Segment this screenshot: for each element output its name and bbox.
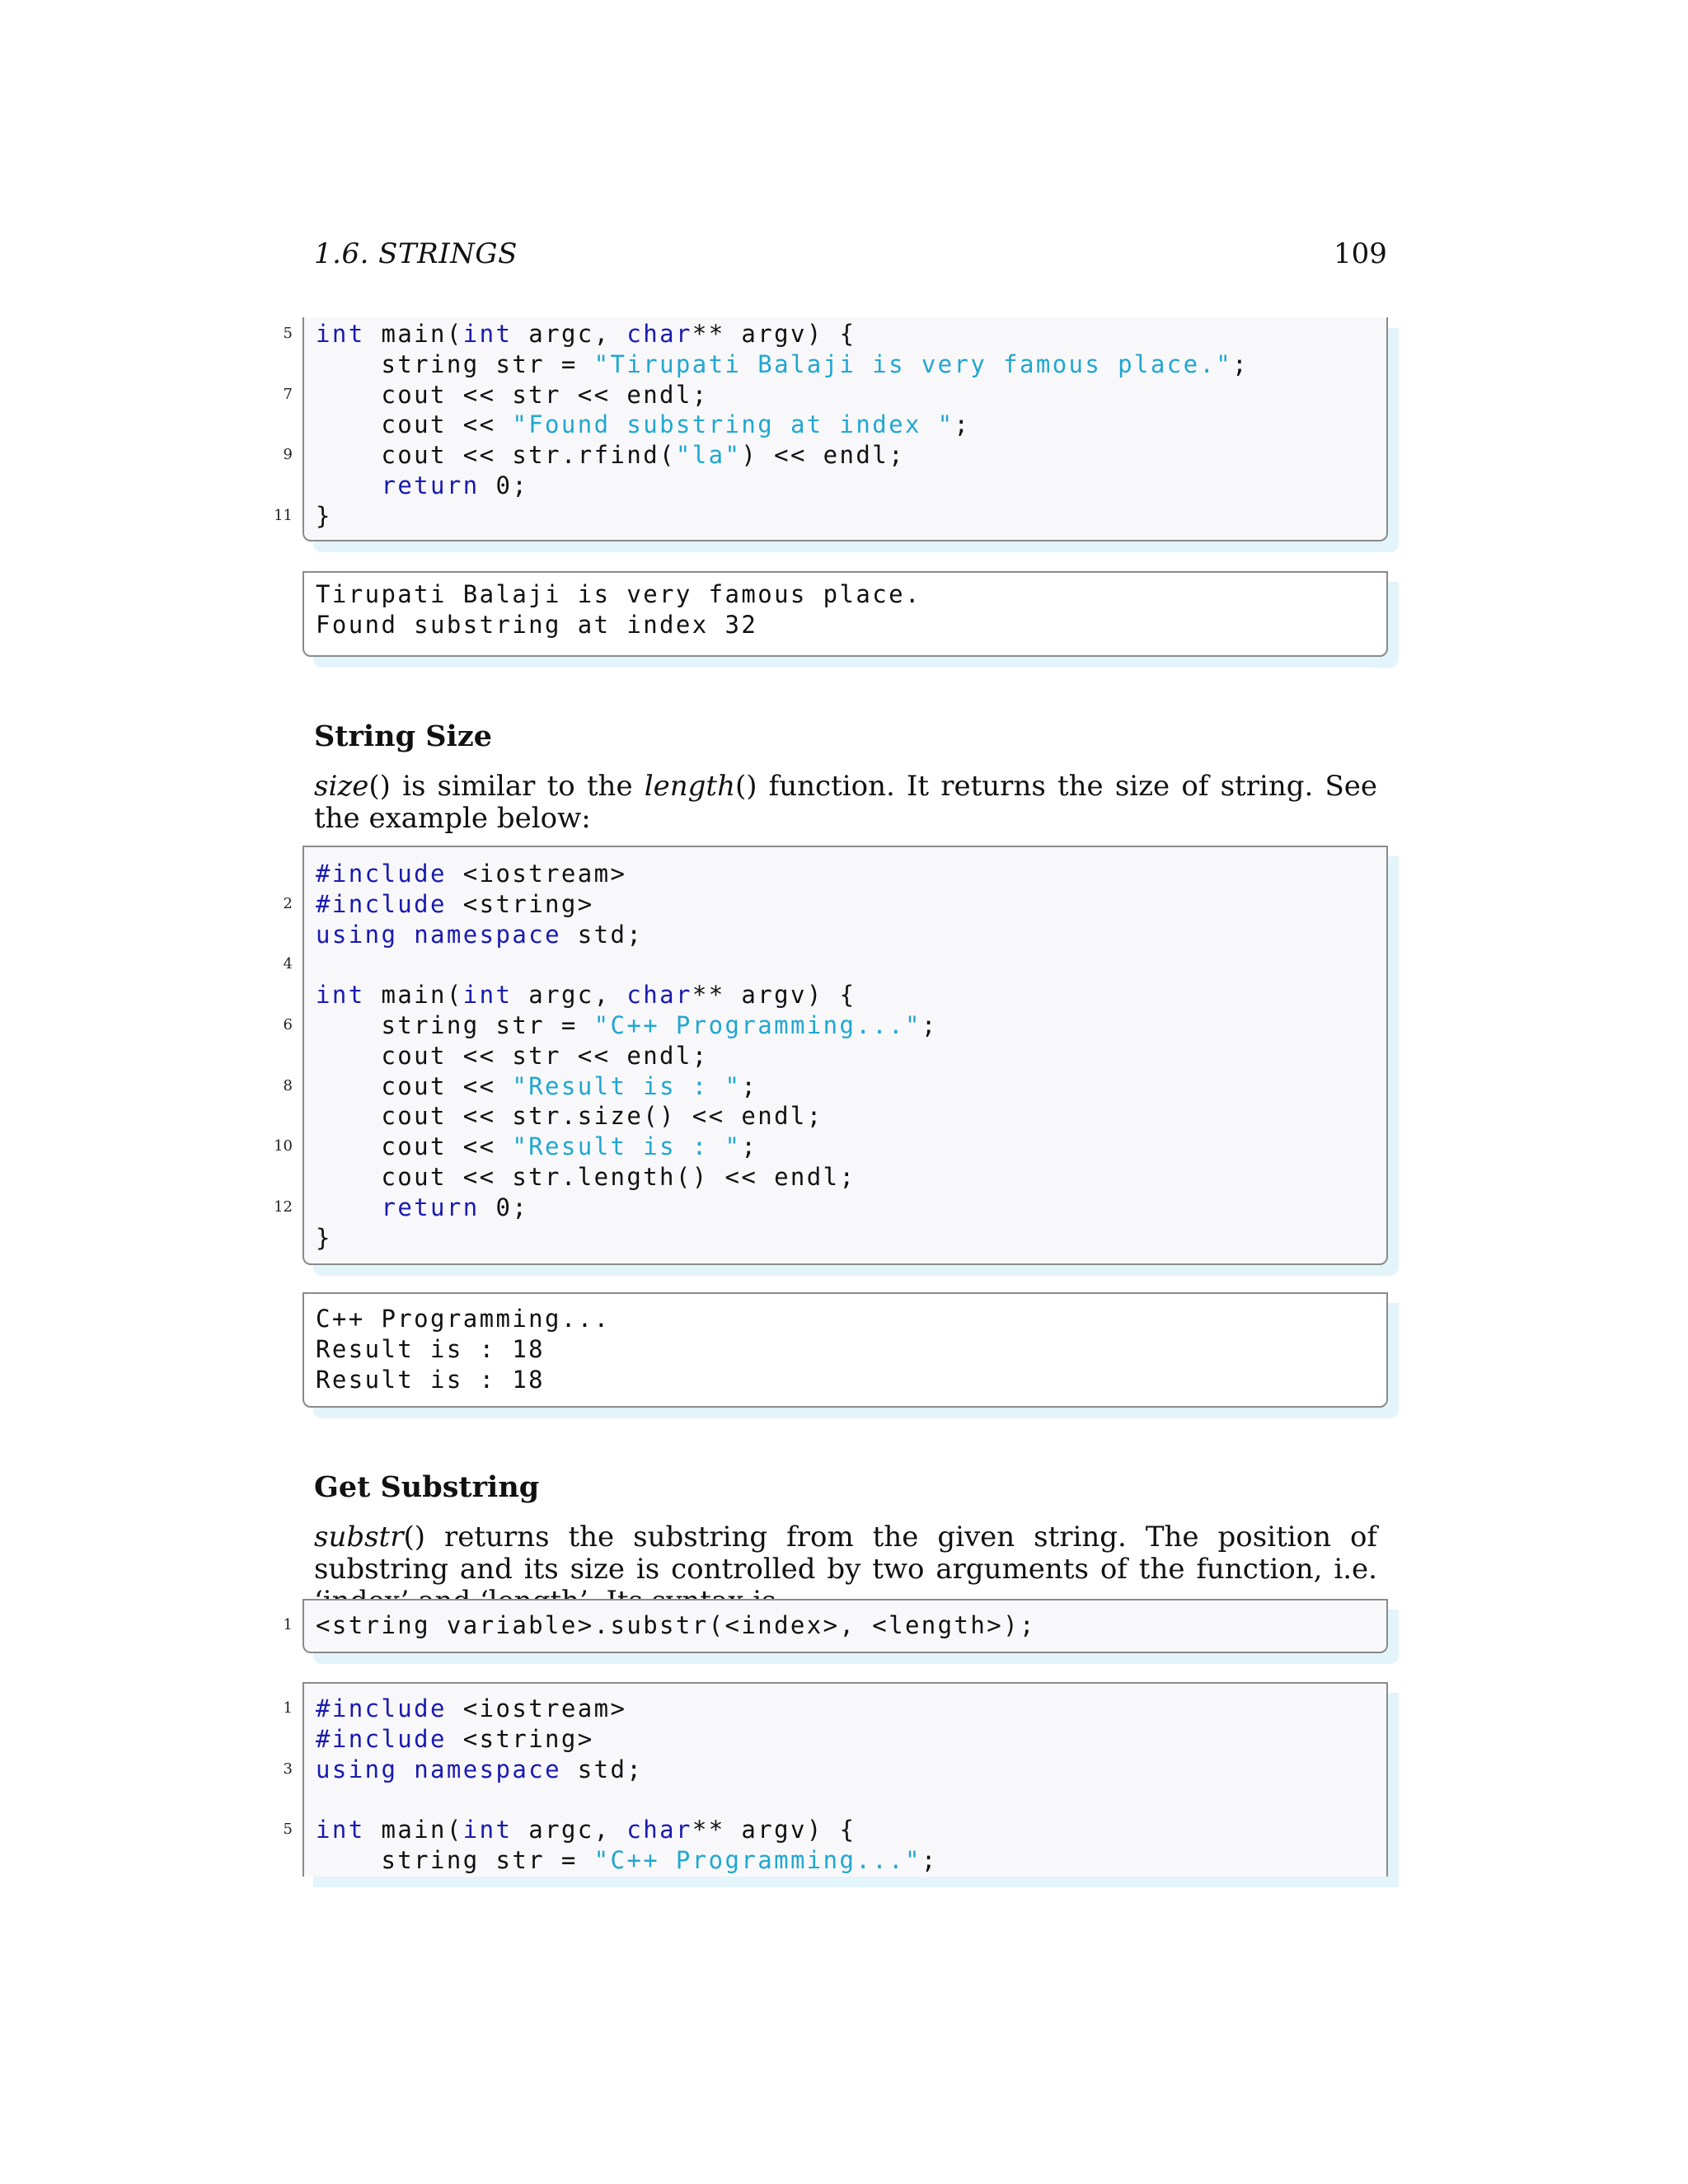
code-line [304, 920, 1386, 950]
line-number: 4 [283, 955, 293, 973]
code-line [304, 1724, 1386, 1755]
code-text [316, 471, 381, 499]
paragraph-string-size [314, 771, 1377, 835]
code-text: ** argv) { [692, 981, 856, 1010]
code-text: main( [364, 981, 463, 1010]
code-text: argc, [512, 981, 627, 1010]
function-name: substr [314, 1521, 404, 1554]
code-lines [274, 847, 1386, 1253]
running-header-section: 1.6. STRINGS [314, 237, 518, 270]
line-number: 9 [283, 446, 293, 464]
line-number: 6 [283, 1015, 293, 1033]
output-block-rfind [302, 571, 1388, 657]
code-string: "C++ Programming..." [593, 1010, 921, 1039]
paragraph-text: () function. It returns the size of string. See the example below: [314, 770, 1377, 835]
code-line [304, 980, 1386, 1010]
code-text: 0; [479, 1193, 529, 1221]
code-text: <iostream> [446, 1694, 627, 1722]
code-text: } [316, 501, 332, 530]
code-keyword: char [626, 320, 692, 348]
code-line [274, 1193, 1386, 1223]
line-number: 10 [274, 1137, 293, 1155]
heading-string-size: String Size [314, 719, 492, 753]
code-keyword: #include [316, 1694, 447, 1722]
code-line [283, 1694, 1386, 1724]
code-text: ; [954, 410, 971, 439]
output-line: Tirupati Balaji is very famous place. [316, 580, 921, 608]
code-string: "Result is : " [512, 1132, 742, 1161]
code-text: cout << [316, 1132, 513, 1161]
function-name: size [314, 770, 369, 803]
code-text: cout << str.size() << endl; [316, 1102, 823, 1131]
code-text: cout << [316, 410, 513, 439]
code-line [304, 1223, 1386, 1254]
code-line [283, 1755, 1386, 1785]
output-lines [304, 1294, 1386, 1394]
output-line: C++ Programming... [316, 1305, 611, 1333]
code-keyword: #include [316, 889, 447, 918]
code-line [304, 1101, 1386, 1132]
code-text: ; [921, 1845, 938, 1874]
line-number: 1 [283, 1616, 293, 1633]
code-text [397, 1755, 414, 1783]
line-number: 8 [283, 1076, 293, 1094]
code-keyword: int [316, 981, 365, 1010]
code-line [283, 319, 1386, 349]
code-text: std; [560, 920, 644, 949]
code-text: ** argv) { [692, 320, 856, 348]
code-text: ; [921, 1010, 938, 1039]
code-text: ) << endl; [741, 441, 905, 470]
paragraph-text: () is similar to the [368, 770, 645, 803]
code-text: cout << str.length() << endl; [316, 1162, 856, 1191]
code-text: <iostream> [446, 860, 627, 888]
code-string: "la" [675, 441, 742, 470]
code-block-substr-example [283, 1682, 1388, 1877]
code-keyword: int [316, 1816, 365, 1844]
output-block-size [302, 1292, 1388, 1408]
line-number: 5 [283, 325, 293, 342]
output-line: Result is : 18 [316, 1365, 546, 1394]
code-text: ; [1232, 349, 1250, 378]
code-line [304, 1784, 1386, 1815]
code-line [283, 949, 1386, 980]
code-line [304, 859, 1386, 889]
code-text: argc, [512, 1816, 627, 1844]
code-line [304, 1845, 1386, 1876]
code-keyword: char [626, 981, 692, 1010]
code-keyword: return [381, 1193, 480, 1221]
line-number: 5 [283, 1821, 293, 1839]
code-lines [274, 317, 1386, 532]
code-line [304, 471, 1386, 501]
code-line [283, 889, 1386, 920]
code-keyword: int [462, 981, 513, 1010]
code-text: cout << str << endl; [316, 1041, 709, 1070]
code-text: } [316, 1223, 332, 1252]
code-text [397, 921, 414, 949]
code-block-size [274, 846, 1388, 1265]
code-line [283, 1010, 1386, 1041]
code-lines [283, 1601, 1386, 1641]
line-number: 2 [283, 894, 293, 912]
code-text: cout << [316, 1071, 513, 1100]
code-keyword: int [462, 320, 513, 348]
code-text: <string> [446, 889, 594, 918]
code-keyword: namespace [414, 1755, 561, 1783]
code-string: "Result is : " [512, 1071, 742, 1100]
output-line: Found substring at index 32 [316, 610, 758, 639]
code-text: std; [560, 1755, 644, 1783]
code-text: string str = [316, 1845, 594, 1874]
heading-get-substring: Get Substring [314, 1470, 540, 1504]
code-keyword: int [462, 1816, 513, 1844]
code-lines [283, 1684, 1386, 1876]
code-line [283, 1610, 1386, 1641]
code-keyword: return [381, 471, 480, 499]
line-number: 11 [274, 506, 293, 524]
page-number: 109 [1334, 237, 1387, 270]
code-string: "Tirupati Balaji is very famous place." [593, 349, 1233, 378]
code-keyword: using [316, 920, 398, 949]
code-line [304, 1041, 1386, 1071]
output-lines [304, 573, 1386, 640]
line-number: 7 [283, 385, 293, 403]
code-keyword: #include [316, 860, 447, 888]
code-line [283, 1071, 1386, 1102]
code-text: ** argv) { [692, 1816, 856, 1844]
code-text: <string> [446, 1724, 594, 1753]
code-string: "Found substring at index " [512, 410, 954, 439]
code-block-substr-syntax [283, 1599, 1388, 1653]
code-block-rfind [274, 317, 1388, 541]
line-number: 1 [283, 1699, 293, 1717]
paragraph-text: () returns the substring from the given string. The position of substring and its size is controlled by two arguments of the function, i.e. [314, 1521, 1377, 1586]
code-keyword: #include [316, 1724, 447, 1753]
code-text: main( [364, 320, 463, 348]
code-keyword: int [316, 320, 365, 348]
code-text: cout << str.rfind( [316, 441, 676, 470]
code-text: string str = [316, 1010, 594, 1039]
code-text: 0; [479, 471, 529, 499]
output-line: Result is : 18 [316, 1334, 546, 1363]
code-string: "C++ Programming..." [593, 1845, 921, 1874]
line-number: 3 [283, 1760, 293, 1778]
code-line [304, 410, 1386, 440]
code-text: string str = [316, 349, 594, 378]
code-line [304, 1162, 1386, 1193]
code-line [304, 349, 1386, 380]
code-text: cout << str << endl; [316, 380, 709, 409]
line-number: 12 [274, 1197, 293, 1216]
code-keyword: namespace [414, 920, 561, 949]
code-line [283, 1815, 1386, 1845]
code-text: ; [741, 1071, 758, 1100]
code-text: main( [364, 1816, 463, 1844]
code-text: ; [741, 1132, 758, 1161]
code-line [274, 501, 1386, 532]
code-line [283, 440, 1386, 471]
code-keyword: using [316, 1755, 398, 1783]
code-line [274, 1132, 1386, 1162]
code-text: <string variable>.substr(<index>, <length>); [316, 1611, 1036, 1639]
code-line [283, 380, 1386, 410]
code-text: argc, [512, 320, 627, 348]
function-name: length [644, 770, 735, 803]
code-text [316, 1193, 381, 1221]
code-keyword: char [626, 1816, 692, 1844]
